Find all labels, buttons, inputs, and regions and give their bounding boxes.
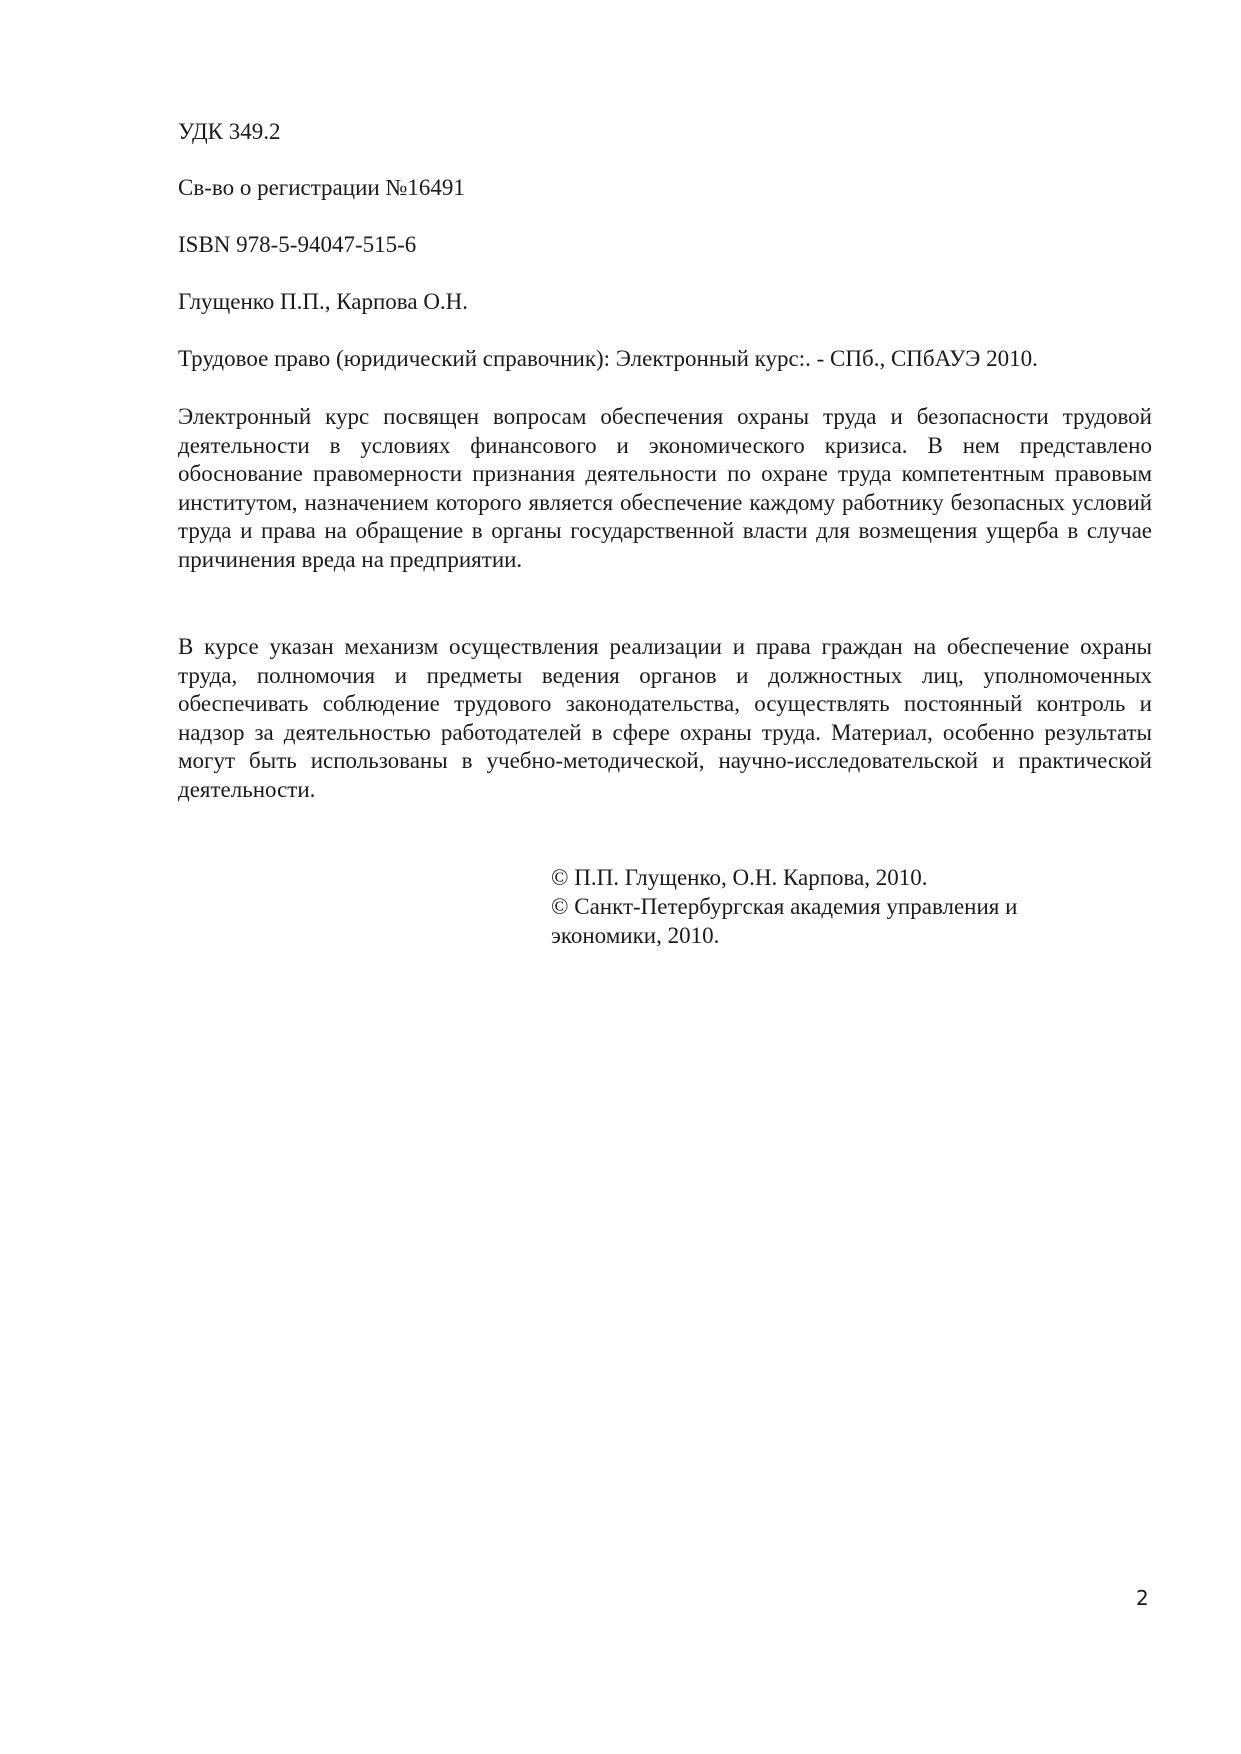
udk-code: УДК 349.2 <box>178 119 281 144</box>
copyright-block <box>551 863 1111 950</box>
abstract-paragraph-2: В курсе указан механизм осуществления реализации и права граждан на обеспечение охраны труда, полномочия и предметы ведения органов и должностных лиц, уполномоченных обеспечивать соблюдение трудового законодательства, осуществлять постоянный контроль и надзор за деятельностью работодателей в сфере охраны труда. Материал, особенно результаты могут быть использованы в учебно-методической, научно-исследовательской и практической деятельности. <box>178 634 1152 802</box>
registration-certificate: Св-во о регистрации №16491 <box>178 175 465 200</box>
copyright-authors: © П.П. Глущенко, О.Н. Карпова, 2010. <box>551 865 928 890</box>
isbn: ISBN 978-5-94047-515-6 <box>178 232 417 257</box>
abstract-paragraph-1: Электронный курс посвящен вопросам обеспечения охраны труда и безопасности трудовой деятельности в условиях финансового и экономического кризиса. В нем представлено обоснование правомерности признания деятельности по охране труда компетентным правовым институтом, назначением которого является обеспечение каждому работнику безопасных условий труда и права на обращение в органы государственной власти для возмещения ущерба в случае причинения вреда на предприятии. <box>178 404 1152 572</box>
page-number: 2 <box>1136 1586 1149 1610</box>
bibliographic-title: Трудовое право (юридический справочник): Электронный курс:. - СПб., СПбАУЭ 2010. <box>178 346 1038 371</box>
authors: Глущенко П.П., Карпова О.Н. <box>178 289 469 314</box>
copyright-academy-continued: экономики, 2010. <box>551 923 720 948</box>
copyright-academy: © Санкт-Петербургская академия управления и <box>551 894 1018 919</box>
